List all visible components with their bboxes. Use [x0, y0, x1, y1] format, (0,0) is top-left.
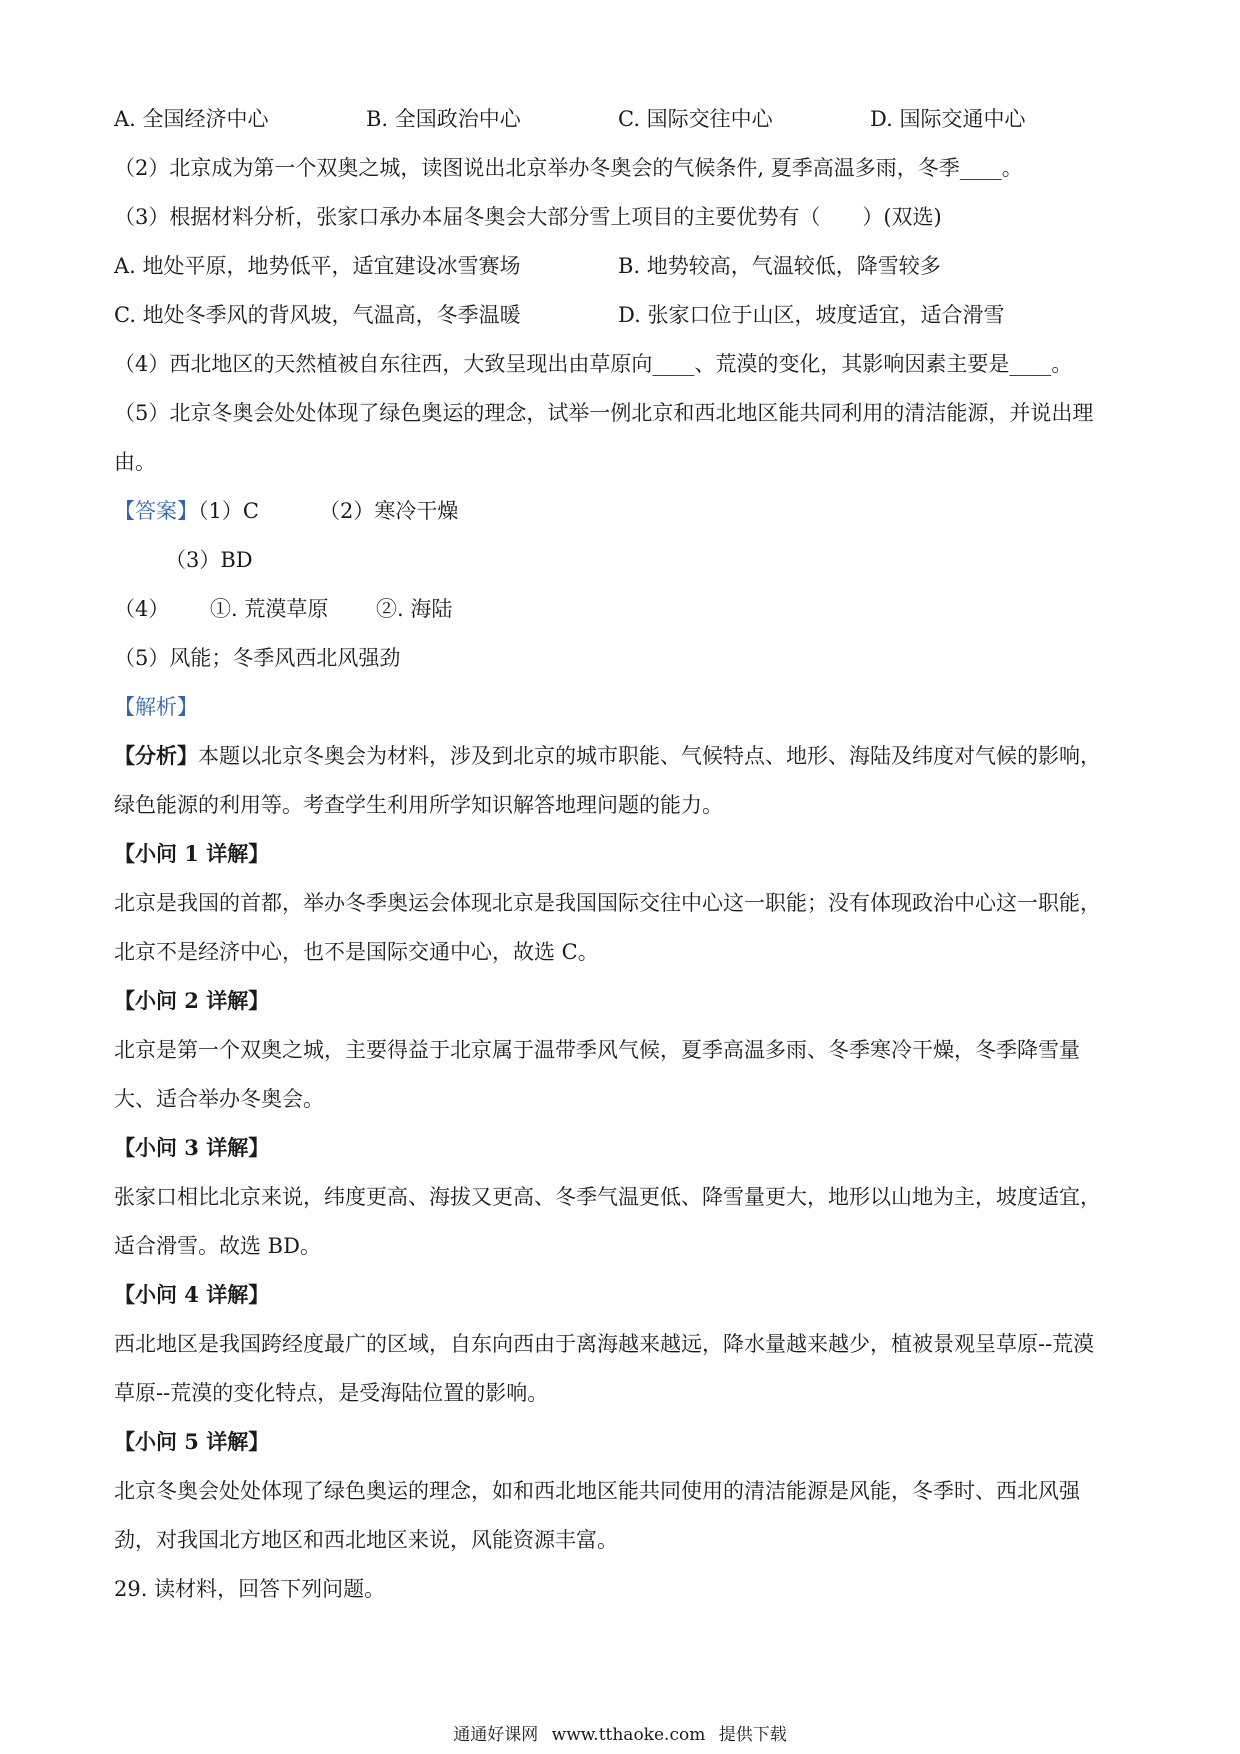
q3-option-b: B. 地势较高，气温较低，降雪较多 [618, 254, 941, 278]
detail-3-line-2: 适合滑雪。故选 BD。 [114, 1234, 321, 1258]
q1-option-a: A. 全国经济中心 [114, 107, 269, 131]
answer-line-1 [114, 496, 1134, 526]
q1-option-b: B. 全国政治中心 [366, 107, 521, 131]
detail-5-line-2: 劲，对我国北方地区和西北地区来说，风能资源丰富。 [114, 1528, 618, 1552]
detail-5-line-1: 北京冬奥会处处体现了绿色奥运的理念，如和西北地区能共同使用的清洁能源是风能，冬季时、西北风强 [114, 1479, 1080, 1503]
q1-option-c: C. 国际交往中心 [618, 107, 773, 131]
question-29: 29. 读材料，回答下列问题。 [114, 1577, 386, 1601]
question-3: （3）根据材料分析，张家口承办本届冬奥会大部分雪上项目的主要优势有（ ）(双选) [114, 205, 942, 229]
analysis-line-1 [114, 741, 1134, 771]
q1-option-d: D. 国际交通中心 [870, 107, 1026, 131]
detail-5-title: 【小问 5 详解】 [114, 1429, 270, 1454]
analysis-tag: 【分析】 [114, 743, 198, 768]
question-2: （2）北京成为第一个双奥之城，读图说出北京举办冬奥会的气候条件, 夏季高温多雨，冬季____。 [114, 156, 1023, 180]
detail-1-line-1: 北京是我国的首都，举办冬季奥运会体现北京是我国国际交往中心这一职能；没有体现政治中心这一职能， [114, 891, 1101, 915]
analysis-text-1: 本题以北京冬奥会为材料，涉及到北京的城市职能、气候特点、地形、海陆及纬度对气候的影响， [198, 744, 1101, 768]
answer-4-part-1: ①. 荒漠草原 [210, 597, 329, 621]
detail-2-line-1: 北京是第一个双奥之城，主要得益于北京属于温带季风气候，夏季高温多雨、冬季寒冷干燥，冬季降雪量 [114, 1038, 1080, 1062]
detail-4-line-1: 西北地区是我国跨经度最广的区域，自东向西由于离海越来越远，降水量越来越少，植被景观呈草原--荒漠 [114, 1332, 1095, 1356]
footer-url[interactable]: www.tthaoke.com [551, 1725, 706, 1745]
q3-option-c: C. 地处冬季风的背风坡，气温高，冬季温暖 [114, 303, 521, 327]
detail-4-title: 【小问 4 详解】 [114, 1282, 270, 1307]
detail-1-line-2: 北京不是经济中心，也不是国际交通中心，故选 C。 [114, 940, 599, 964]
detail-2-line-2: 大、适合举办冬奥会。 [114, 1087, 324, 1111]
detail-4-line-2: 草原--荒漠的变化特点，是受海陆位置的影响。 [114, 1381, 549, 1405]
footer-suffix: 提供下载 [718, 1725, 787, 1745]
question-5-line-1: （5）北京冬奥会处处体现了绿色奥运的理念，试举一例北京和西北地区能共同利用的清洁能源，并说出理 [114, 401, 1094, 425]
footer-site: 通通好课网 [453, 1725, 539, 1745]
answer-2: （2）寒冷干燥 [319, 499, 459, 523]
answer-label: 【答案】 [114, 499, 198, 523]
answer-5: （5）风能；冬季风西北风强劲 [114, 646, 401, 670]
detail-1-title: 【小问 1 详解】 [114, 841, 270, 866]
page-footer [0, 1720, 1240, 1745]
answer-line-4 [114, 594, 1134, 624]
analysis-line-2: 绿色能源的利用等。考查学生利用所学知识解答地理问题的能力。 [114, 793, 723, 817]
answer-3: （3）BD [165, 548, 253, 572]
analysis-label: 【解析】 [114, 695, 198, 719]
answer-4-prefix: （4） [114, 597, 170, 621]
question-4: （4）西北地区的天然植被自东往西，大致呈现出由草原向____、荒漠的变化，其影响因素主要是____。 [114, 352, 1073, 376]
detail-2-title: 【小问 2 详解】 [114, 988, 270, 1013]
detail-3-line-1: 张家口相比北京来说，纬度更高、海拔又更高、冬季气温更低、降雪量更大，地形以山地为主，坡度适宜， [114, 1185, 1101, 1209]
q3-option-a: A. 地处平原，地势低平，适宜建设冰雪赛场 [114, 254, 521, 278]
answer-4-part-2: ②. 海陆 [376, 597, 453, 621]
question-5-line-2: 由。 [114, 450, 156, 474]
answer-1: （1）C [198, 499, 259, 523]
detail-3-title: 【小问 3 详解】 [114, 1135, 270, 1160]
q3-option-d: D. 张家口位于山区，坡度适宜，适合滑雪 [618, 303, 1005, 327]
